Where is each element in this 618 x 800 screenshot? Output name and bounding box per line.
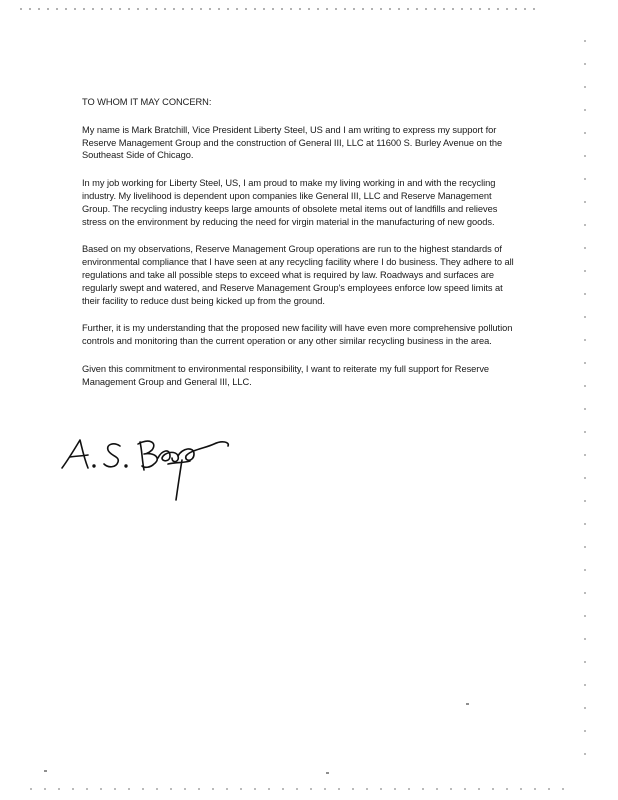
paragraph-introduction: My name is Mark Bratchill, Vice President Liberty Steel, US and I am writing to express my support for Reserve Management Group and the construction of General III, LLC at 11600 S. Burley Avenue on the Southeast Side of Chicago. xyxy=(82,124,503,161)
handwritten-signature xyxy=(58,430,248,510)
scan-artifact-top-edge xyxy=(20,8,540,10)
scan-artifact-bottom-edge xyxy=(30,788,570,790)
paragraph-new-facility: Further, it is my understanding that the proposed new facility will have even more comprehensive pollution controls and monitoring than the current operation or any other similar recycling business in the area. xyxy=(82,323,513,347)
salutation: TO WHOM IT MAY CONCERN: xyxy=(82,97,212,107)
signature-graphic xyxy=(58,430,248,510)
paragraph-industry: In my job working for Liberty Steel, US, I am proud to make my living working in and with the recycling industry. My livelihood is dependent upon companies like General III, LLC and Reserve Management Group. The recycling industry keeps large amounts of obsolete metal items out of landfills and relieves stress on the environment by reducing the need for virgin material in the manufacturing of new goods. xyxy=(82,178,498,227)
paragraph-closing: Given this commitment to environmental responsibility, I want to reiterate my full support for Reserve Management Group and General III, LLC. xyxy=(82,363,490,387)
paragraph-observations: Based on my observations, Reserve Management Group operations are run to the highest standards of environmental compliance that I have seen at any recycling facility where I do business. They adhere to all regulations and take all possible steps to exceed what is required by law. Roadways and surfaces are regularly swept and watered, and Reserve Management Group's employees enforce low speed limits at their facility to reduce dust being kicked up from the ground. xyxy=(82,244,514,306)
scan-speck xyxy=(326,772,329,774)
scan-speck xyxy=(44,770,47,772)
scan-artifact-right-edge xyxy=(584,40,586,760)
letter-body xyxy=(82,96,514,404)
scan-speck xyxy=(466,703,469,705)
